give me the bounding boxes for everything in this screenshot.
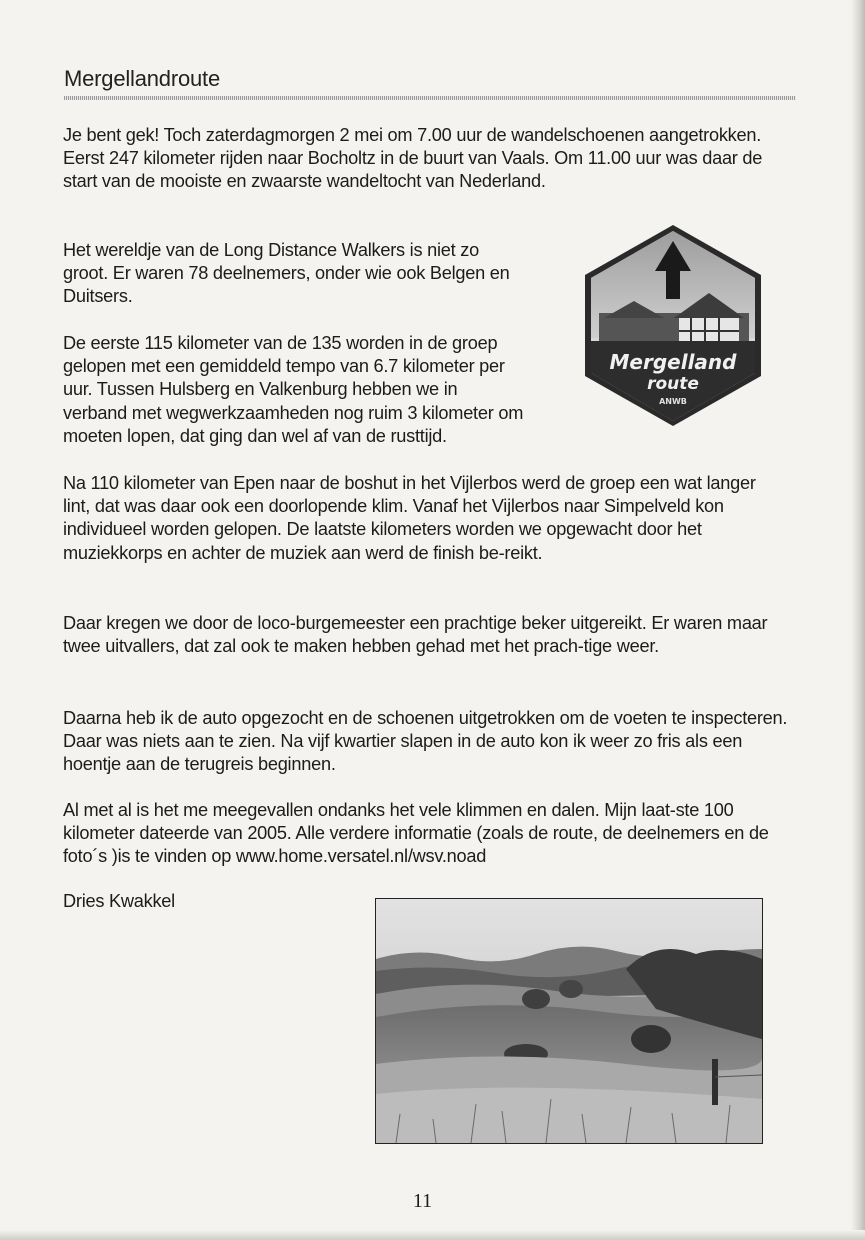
paragraph-1: Je bent gek! Toch zaterdagmorgen 2 mei om 7.00 uur de wandelschoenen aangetrokken. Eerst 247 kilometer rijden naar Bocholtz in de buurt van Vaals. Om 11.00 uur was daar de start van de mooiste en zwaarste wandeltocht van Nederland.: [63, 125, 763, 192]
paragraph-3: De eerste 115 kilometer van de 135 worden in de groep gelopen met een gemiddeld tempo van 6.7 kilometer per uur. Tussen Hulsberg en Valkenburg hebben we in verband met wegwerkzaamheden nog ruim 3 kilometer om moeten lopen, dat ging dan wel af van de rusttijd.: [63, 333, 524, 446]
author-name: Dries Kwakkel: [63, 891, 175, 911]
title-underline: [64, 96, 796, 100]
sign-text-line1: Mergelland: [609, 350, 737, 374]
paragraph-2: Het wereldje van de Long Distance Walkers is niet zo groot. Er waren 78 deelnemers, onder wie ook Belgen en Duitsers.: [63, 240, 510, 307]
sign-badge: ANWB: [659, 397, 687, 406]
page-bottom-edge: [0, 1230, 865, 1240]
paragraph-5: Daar kregen we door de loco-burgemeester een prachtige beker uitgereikt. Er waren maar twee uitvallers, dat zal ook te maken hebben gehad met het prach-tige weer.: [63, 613, 768, 657]
landscape-photo: [375, 898, 763, 1144]
paragraph-6: Daarna heb ik de auto opgezocht en de schoenen uitgetrokken om de voeten te inspecteren. Daar was niets aan te zien. Na vijf kwartier slapen in de auto kon ik weer zo fris als een hoentje aan de terugreis beginnen.: [63, 708, 788, 775]
page-title: Mergellandroute: [64, 66, 220, 91]
mergelland-route-sign: [579, 223, 767, 428]
sign-text-line2: route: [647, 374, 699, 394]
page-number: 11: [412, 1190, 433, 1212]
paragraph-4: Na 110 kilometer van Epen naar de boshut in het Vijlerbos werd de groep een wat langer lint, dat was daar ook een doorlopende klim. Vanaf het Vijlerbos naar Simpelveld kon individueel worden gelopen. De laatste kilometers worden we opgewacht door het muziekkorps en achter de muziek aan werd de finish be-reikt.: [63, 473, 756, 563]
paragraph-7: Al met al is het me meegevallen ondanks het vele klimmen en dalen. Mijn laat-ste 100 kilometer dateerde van 2005. Alle verdere informatie (zoals de route, de deelnemers en de foto´s )is te vinden op www.home.versatel.nl/wsv.noad: [63, 800, 769, 867]
page-edge: [851, 0, 865, 1240]
